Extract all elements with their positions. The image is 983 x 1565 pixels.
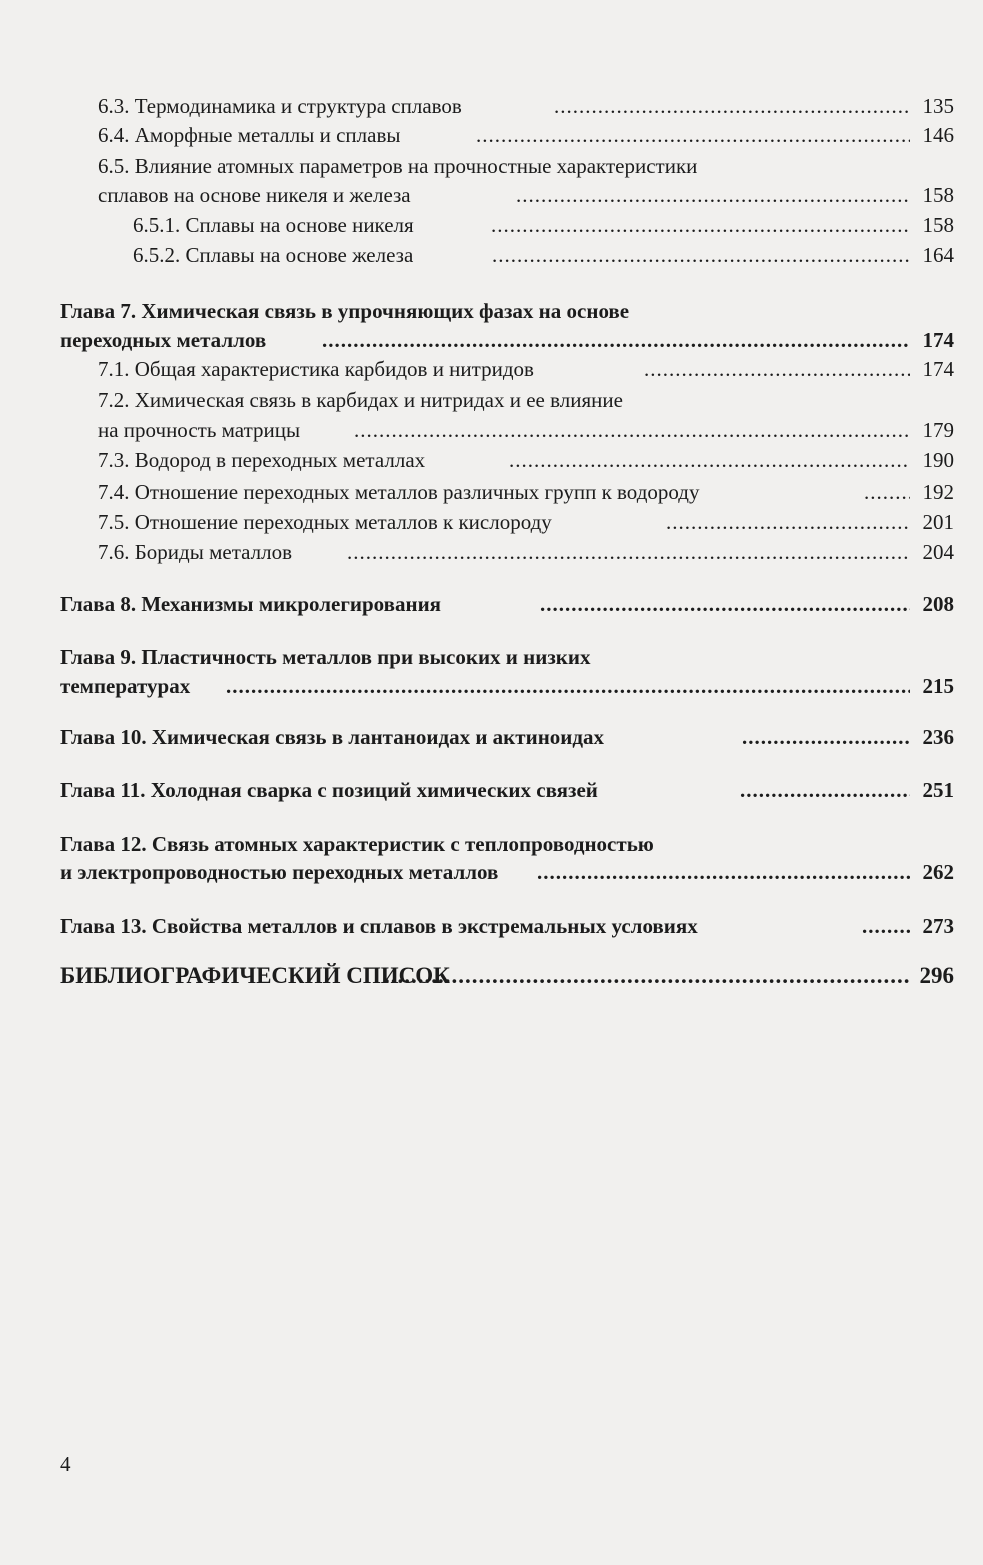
toc-page-number: 164: [920, 241, 955, 269]
toc-entry-title: Глава 12. Связь атомных характеристик с теплопроводностью: [60, 832, 654, 856]
toc-leader-dots: [554, 92, 910, 120]
toc-leader-dots: [862, 912, 910, 940]
toc-page-number: 262: [920, 858, 955, 886]
toc-entry-title: Глава 8. Механизмы микролегирования: [60, 592, 442, 616]
toc-entry-title: 7.1. Общая характеристика карбидов и нитридов: [98, 357, 534, 381]
toc-page-number: 273: [920, 912, 955, 940]
toc-leader-dots: [347, 538, 910, 566]
toc-entry-title: Глава 9. Пластичность металлов при высоких и низких: [60, 645, 591, 669]
toc-entry-title: 6.5.1. Сплавы на основе никеля: [133, 213, 414, 237]
toc-entry-title: 7.3. Водород в переходных металлах: [98, 448, 426, 472]
toc-leader-dots: [666, 508, 910, 536]
toc-entry-title: 6.5. Влияние атомных параметров на прочностные характеристики: [98, 154, 698, 178]
toc-leader-dots: [384, 962, 910, 990]
toc-page-number: 236: [920, 723, 955, 751]
toc-entry-title: 6.3. Термодинамика и структура сплавов: [98, 94, 462, 118]
toc-entry-title: БИБЛИОГРАФИЧЕСКИЙ СПИСОК: [60, 963, 450, 988]
toc-page-number: 251: [920, 776, 955, 804]
toc-entry-title: 6.4. Аморфные металлы и сплавы: [98, 123, 401, 147]
toc-page-number: 192: [920, 478, 955, 506]
toc-leader-dots: [537, 858, 910, 886]
toc-page-number: 215: [920, 672, 955, 700]
toc-leader-dots: [516, 181, 910, 209]
toc-page-number: 135: [920, 92, 955, 120]
toc-entry-title: и электропроводностью переходных металлов: [60, 860, 499, 884]
toc-leader-dots: [540, 590, 910, 618]
toc-leader-dots: [742, 723, 910, 751]
toc-leader-dots: [492, 241, 910, 269]
toc-leader-dots: [644, 355, 910, 383]
toc-leader-dots: [509, 446, 910, 474]
toc-entry-title: 7.4. Отношение переходных металлов различных групп к водороду: [98, 480, 700, 504]
toc-page-number: 174: [920, 326, 955, 354]
toc-entry-title: на прочность матрицы: [98, 418, 301, 442]
toc-entry-title: Глава 7. Химическая связь в упрочняющих фазах на основе: [60, 299, 630, 323]
toc-page-number: 174: [920, 355, 955, 383]
toc-entry-title: сплавов на основе никеля и железа: [98, 183, 411, 207]
toc-entry-title: Глава 13. Свойства металлов и сплавов в экстремальных условиях: [60, 914, 698, 938]
toc-leader-dots: [322, 326, 910, 354]
toc-leader-dots: [491, 211, 910, 239]
toc-entry-title: 7.6. Бориды металлов: [98, 540, 293, 564]
toc-page-number: 158: [920, 181, 955, 209]
toc-entry-title: Глава 10. Химическая связь в лантаноидах и актиноидах: [60, 725, 605, 749]
page-number: 4: [60, 1452, 71, 1476]
toc-leader-dots: [740, 776, 910, 804]
toc-page-number: 204: [920, 538, 955, 566]
toc-entry-title: температурах: [60, 674, 191, 698]
toc-leader-dots: [226, 672, 910, 700]
toc-entry-title: переходных металлов: [60, 328, 267, 352]
toc-leader-dots: [864, 478, 910, 506]
toc-entry-title: Глава 11. Холодная сварка с позиций химических связей: [60, 778, 598, 802]
toc-page-number: 158: [920, 211, 955, 239]
toc-page-number: 296: [917, 962, 955, 990]
toc-leader-dots: [476, 121, 910, 149]
toc-page-number: 190: [920, 446, 955, 474]
toc-page-number: 201: [920, 508, 955, 536]
toc-entry-title: 7.5. Отношение переходных металлов к кислороду: [98, 510, 552, 534]
toc-page-number: 208: [920, 590, 955, 618]
toc-leader-dots: [354, 416, 910, 444]
toc-page-number: 179: [920, 416, 955, 444]
toc-entry-title: 7.2. Химическая связь в карбидах и нитридах и ее влияние: [98, 388, 623, 412]
toc-page-number: 146: [920, 121, 955, 149]
toc-entry-title: 6.5.2. Сплавы на основе железа: [133, 243, 414, 267]
